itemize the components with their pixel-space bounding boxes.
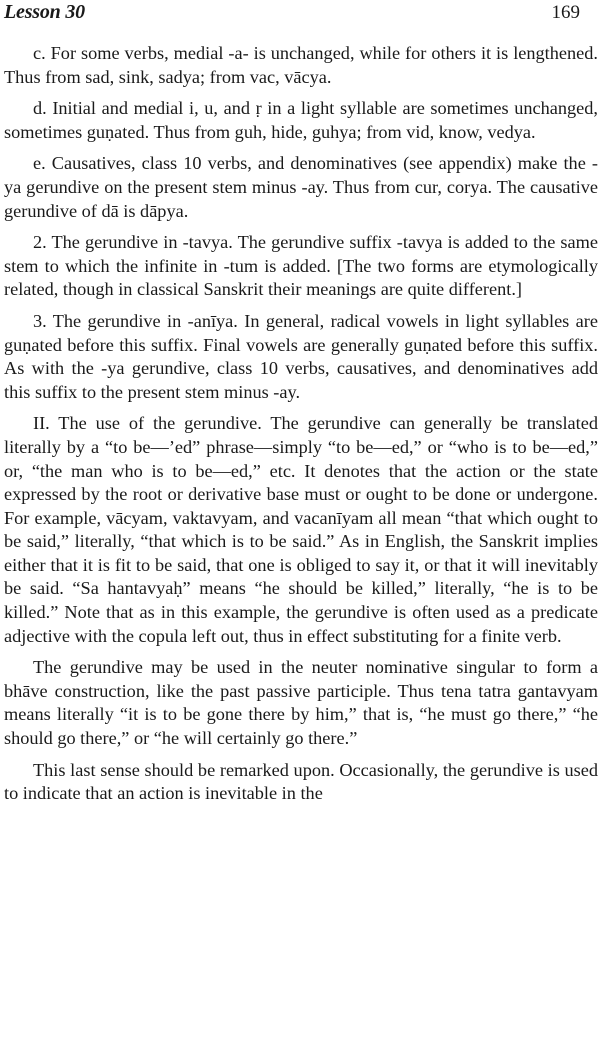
lesson-heading: Lesson 30 <box>4 1 85 23</box>
paragraph-gerundive-tavya: 2. The gerundive in -tavya. The gerundive suffix -tavya is added to the same stem to which the infinite in -tum is added. [The two forms are etymologically related, though in classical Sanskrit their meanings are quite different.] <box>4 232 598 300</box>
body-text <box>4 42 598 806</box>
paragraph-c-medial-a: c. For some verbs, medial -a- is unchanged, while for others it is lengthened. Thus from sad, sink, sadya; from vac, vācya. <box>4 43 598 87</box>
paragraph-last-sense: This last sense should be remarked upon. Occasionally, the gerundive is used to indicate that an action is inevitable in the <box>4 759 598 804</box>
paragraph-e-causatives: e. Causatives, class 10 verbs, and denominatives (see appendix) make the -ya gerundive on the present stem minus -ay. Thus from cur, corya. The causative gerundive of dā is dāpya. <box>4 153 598 221</box>
paragraph-gerundive-aniya: 3. The gerundive in -anīya. In general, radical vowels in light syllables are guṇated before this suffix. Final vowels are generally guṇated before this suffix. As with the -ya gerundive, class 10 verbs, causatives, and denominatives add this suffix to the present stem minus -ay. <box>4 310 598 402</box>
paragraph-bhave-construction: The gerundive may be used in the neuter nominative singular to form a bhāve construction, like the past passive participle. Thus tena tatra gantavyam means literally “it is to be gone there by him,” that is, “he must go there,” “he should go there,” or “he will certainly go there.” <box>4 657 598 749</box>
paragraph-d-initial-medial: d. Initial and medial i, u, and ṛ in a light syllable are sometimes unchanged, sometimes guṇated. Thus from guh, hide, guhya; from vid, know, vedya. <box>4 98 598 142</box>
paragraph-use-of-gerundive: II. The use of the gerundive. The gerundive can generally be translated literally by a “to be—’ed” phrase—simply “to be—ed,” or “who is to be—ed,” or, “the man who is to be—ed,” etc. It denotes that the action or the state expressed by the root or derivative base must or ought to be done or undergone. For example, vācyam, vaktavyam, and vacanīyam all mean “that which ought to be said,” literally, “that which is to be said.” As in English, the Sanskrit implies either that it is fit to be said, that one is obliged to say it, or that it will inevitably be said. “Sa hantavyaḥ” means “he should be killed,” literally, “he is to be killed.” Note that as in this example, the gerundive is often used as a predicate adjective with the copula left out, thus in effect substituting for a finite verb. <box>4 413 598 646</box>
page-number: 169 <box>551 2 580 23</box>
page-header <box>4 1 580 27</box>
